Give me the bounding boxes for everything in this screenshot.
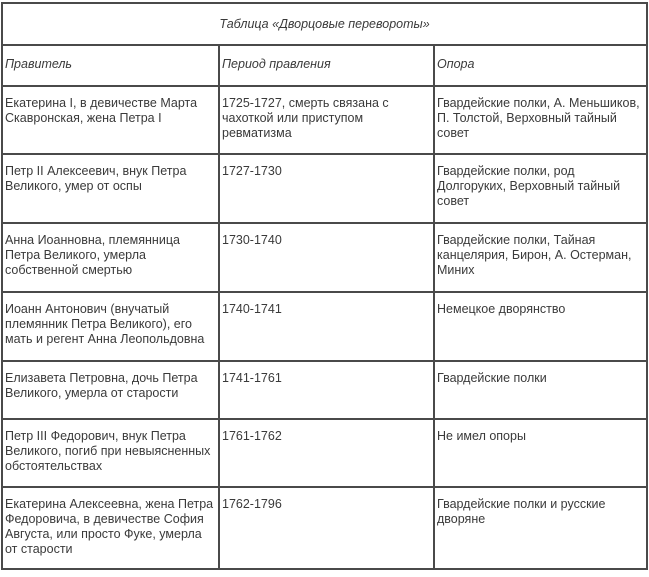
header-ruler: Правитель [2, 45, 219, 86]
cell-ruler: Иоанн Антонович (внучатый племянник Петра Великого), его мать и регент Анна Леопольдовна [2, 292, 219, 361]
header-period: Период правления [219, 45, 434, 86]
cell-ruler: Елизавета Петровна, дочь Петра Великого, умерла от старости [2, 361, 219, 419]
cell-support: Гвардейские полки и русские дворяне [434, 487, 647, 569]
cell-ruler: Екатерина Алексеевна, жена Петра Федоровича, в девичестве София Августа, или просто Фуке, умерла от старости [2, 487, 219, 569]
table-row [2, 487, 647, 569]
table-row [2, 292, 647, 361]
cell-support: Гвардейские полки, Тайная канцелярия, Бирон, А. Остерман, Миних [434, 223, 647, 292]
table-row [2, 154, 647, 223]
table-row [2, 419, 647, 487]
header-row [2, 45, 647, 86]
cell-support: Гвардейские полки, А. Меньшиков, П. Толстой, Верховный тайный совет [434, 86, 647, 154]
cell-support: Немецкое дворянство [434, 292, 647, 361]
caption-row [2, 3, 647, 45]
cell-period: 1727-1730 [219, 154, 434, 223]
table-caption: Таблица «Дворцовые перевороты» [2, 3, 647, 45]
cell-ruler: Петр II Алексеевич, внук Петра Великого, умер от оспы [2, 154, 219, 223]
cell-period: 1761-1762 [219, 419, 434, 487]
cell-ruler: Екатерина I, в девичестве Марта Скавронская, жена Петра I [2, 86, 219, 154]
cell-period: 1730-1740 [219, 223, 434, 292]
table-row [2, 361, 647, 419]
cell-support: Не имел опоры [434, 419, 647, 487]
cell-support: Гвардейские полки [434, 361, 647, 419]
cell-period: 1725-1727, смерть связана с чахоткой или приступом ревматизма [219, 86, 434, 154]
table-row [2, 86, 647, 154]
palace-coups-table [1, 2, 648, 570]
header-support: Опора [434, 45, 647, 86]
cell-period: 1740-1741 [219, 292, 434, 361]
cell-ruler: Петр III Федорович, внук Петра Великого, погиб при невыясненных обстоятельствах [2, 419, 219, 487]
cell-ruler: Анна Иоанновна, племянница Петра Великого, умерла собственной смертью [2, 223, 219, 292]
table-row [2, 223, 647, 292]
cell-support: Гвардейские полки, род Долгоруких, Верховный тайный совет [434, 154, 647, 223]
cell-period: 1741-1761 [219, 361, 434, 419]
cell-period: 1762-1796 [219, 487, 434, 569]
